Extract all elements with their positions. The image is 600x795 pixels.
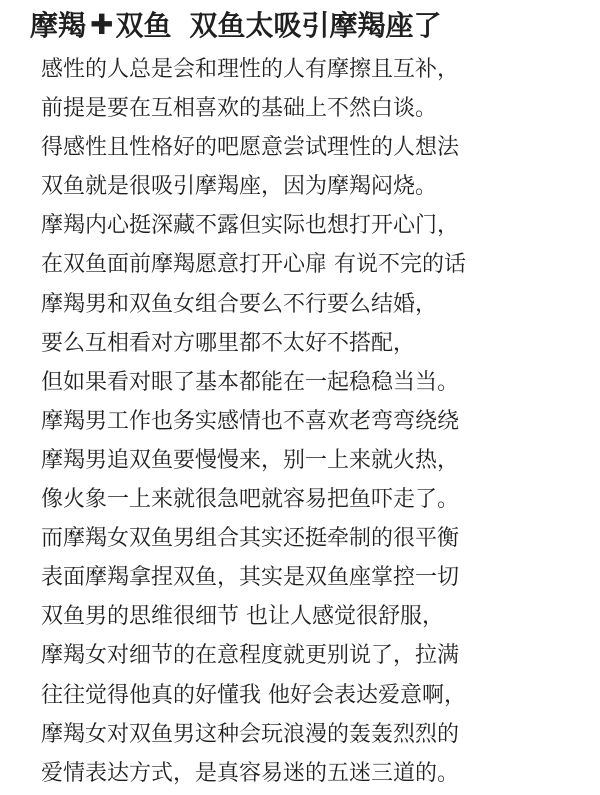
text-line: 摩羯女对双鱼男这种会玩浪漫的轰轰烈烈的 <box>41 721 460 747</box>
title-sign-capricorn: 摩羯 <box>30 9 87 42</box>
text-line: 要么互相看对方哪里都不太好不搭配， <box>41 330 416 356</box>
text-line: 摩羯女对细节的在意程度就更别说了，拉满 <box>41 643 460 669</box>
article-body <box>41 50 589 793</box>
text-line: 感性的人总是会和理性的人有摩擦且互补， <box>41 57 460 82</box>
text-line: 像火象一上来就很急吧就容易把鱼吓走了。 <box>41 487 460 513</box>
plus-icon: ✚ <box>90 7 114 41</box>
text-line: 双鱼就是很吸引摩羯座，因为摩羯闷烧。 <box>41 174 438 200</box>
text-line: 在双鱼面前摩羯愿意打开心扉 有说不完的话 <box>41 252 466 278</box>
title-sign-pisces: 双鱼 <box>115 9 172 42</box>
text-line: 摩羯内心挺深藏不露但实际也想打开心门， <box>41 213 460 239</box>
text-line: 但如果看对眼了基本都能在一起稳稳当当。 <box>41 369 460 395</box>
page-title <box>30 6 590 42</box>
title-headline: 双鱼太吸引摩羯座了 <box>189 9 442 42</box>
text-line: 摩羯男工作也务实感情也不喜欢老弯弯绕绕 <box>41 408 460 434</box>
text-line: 摩羯男追双鱼要慢慢来，别一上来就火热， <box>41 447 460 473</box>
text-line: 双鱼男的思维很细节 也让人感觉很舒服， <box>41 604 444 630</box>
text-line: 而摩羯女双鱼男组合其实还挺牵制的很平衡 <box>41 526 460 552</box>
text-line: 爱情表达方式，是真容易迷的五迷三道的。 <box>41 760 460 786</box>
text-line: 往往觉得他真的好懂我 他好会表达爱意啊， <box>41 682 466 708</box>
text-line: 摩羯男和双鱼女组合要么不行要么结婚， <box>41 291 438 317</box>
text-line: 得感性且性格好的吧愿意尝试理性的人想法 <box>41 135 460 161</box>
text-line: 表面摩羯拿捏双鱼，其实是双鱼座掌控一切 <box>41 565 460 591</box>
text-line: 前提是要在互相喜欢的基础上不然白谈。 <box>41 96 438 122</box>
